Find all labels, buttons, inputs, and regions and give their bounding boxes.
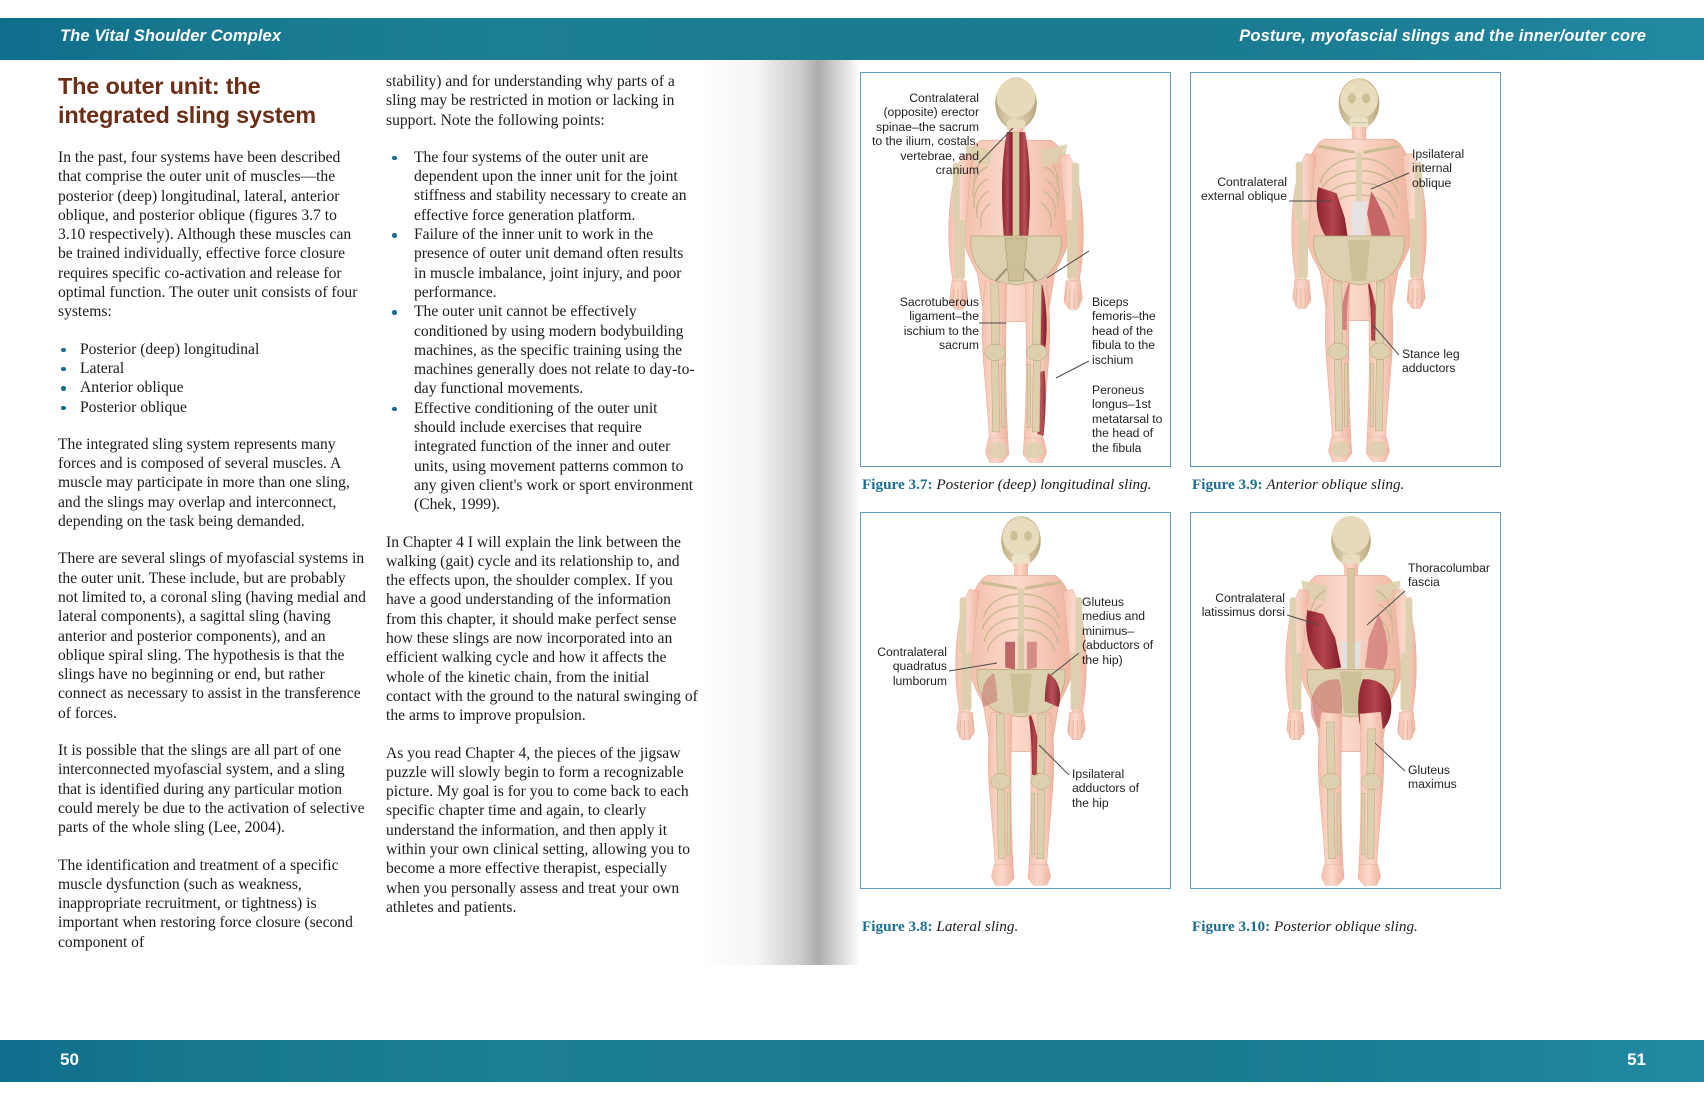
label-contralateral-external-oblique: Contralateral external oblique xyxy=(1200,175,1287,204)
left-page-column-2 xyxy=(386,72,698,917)
list-item: Effective conditioning of the outer unit should include exercises that require integrated function of the inner and outer units, using movement patterns common to any given client's work or sport environment (Chek, 1999). xyxy=(386,399,698,515)
label-thoracolumbar-fascia: Thoracolumbar fascia xyxy=(1408,561,1490,590)
label-sacrotuberous-ligament: Sacrotuberous ligament–the ischium to the sacrum xyxy=(899,295,979,353)
label-contralateral-latissimus-dorsi: Contralateral latissimus dorsi xyxy=(1201,591,1285,620)
label-gluteus-maximus: Gluteus maximus xyxy=(1408,763,1457,792)
list-item: Failure of the inner unit to work in the presence of outer unit demand often results in muscle imbalance, joint injury, and poor performance. xyxy=(386,225,698,302)
figure-number: Figure 3.9: xyxy=(1192,476,1263,493)
figure-3-10 xyxy=(1190,512,1501,889)
leader-lines xyxy=(1191,73,1501,467)
list-item: The four systems of the outer unit are dependent upon the inner unit for the joint stiffness and stability necessary to create an effective force generation platform. xyxy=(386,148,698,225)
figure-number: Figure 3.8: xyxy=(862,918,933,935)
figure-number: Figure 3.10: xyxy=(1192,918,1271,935)
paragraph: The identification and treatment of a specific muscle dysfunction (such as weakness, inappropriate recruitment, or tightness) is important when restoring force closure (second component of xyxy=(58,856,353,951)
figure-number: Figure 3.7: xyxy=(862,476,933,493)
figure-caption-text: Posterior oblique sling. xyxy=(1273,918,1418,935)
page-footer-bar xyxy=(0,1040,1704,1082)
label-gluteus-medius-minimus: Gluteus medius and minimus–(abductors of the hip) xyxy=(1082,595,1154,667)
chapter-title: Posture, myofascial slings and the inner/outer core xyxy=(1239,27,1646,45)
leader-lines xyxy=(861,513,1171,889)
label-ipsilateral-internal-oblique: Ipsilateral internal oblique xyxy=(1412,147,1465,190)
label-peroneus-longus: Peroneus longus–1st metatarsal to the head of the fibula xyxy=(1092,383,1163,455)
outer-unit-points-list xyxy=(386,148,698,515)
list-item: Lateral xyxy=(58,359,366,378)
list-item: Posterior oblique xyxy=(58,398,366,417)
figure-3-8 xyxy=(860,512,1171,889)
figure-caption-text: Anterior oblique sling. xyxy=(1266,476,1405,493)
figure-3-7-caption xyxy=(862,476,1152,494)
paragraph: stability) and for understanding why parts of a sling may be restricted in motion or lacking in support. Note the following points: xyxy=(386,73,675,129)
page-number-left: 50 xyxy=(60,1050,79,1069)
paragraph: In the past, four systems have been described that comprise the outer unit of muscles—the posterior (deep) longitudinal, lateral, anterior oblique, and posterior oblique (figures 3.7 to 3.10 respectively). Although these muscles can be trained individually, effective force closure requires specific co-activation and release for optimal function. The outer unit consists of four systems: xyxy=(58,149,358,321)
running-head-bar xyxy=(0,18,1704,60)
label-stance-leg-adductors: Stance leg adductors xyxy=(1402,347,1460,376)
figure-caption-text: Lateral sling. xyxy=(936,918,1019,935)
list-item: Posterior (deep) longitudinal xyxy=(58,340,366,359)
list-item: Anterior oblique xyxy=(58,378,366,397)
figure-grid xyxy=(860,72,1506,952)
figure-3-9 xyxy=(1190,72,1501,467)
figure-3-8-caption xyxy=(862,918,1018,936)
book-title: The Vital Shoulder Complex xyxy=(60,27,282,45)
label-biceps-femoris: Biceps femoris–the head of the fibula to the ischium xyxy=(1092,295,1156,367)
left-page-column-1 xyxy=(58,72,366,952)
label-contralateral-quadratus-lumborum: Contralateral quadratus lumborum xyxy=(877,645,947,688)
figure-3-10-caption xyxy=(1192,918,1418,936)
page-number-right: 51 xyxy=(1627,1050,1646,1069)
figure-caption-text: Posterior (deep) longitudinal sling. xyxy=(936,476,1152,493)
label-contralateral-erector-spinae: Contralateral (opposite) erector spinae–the sacrum to the ilium, costals, vertebrae, and cranium xyxy=(871,91,979,178)
figure-3-7 xyxy=(860,72,1171,467)
paragraph: As you read Chapter 4, the pieces of the jigsaw puzzle will slowly begin to form a recognizable picture. My goal is for you to come back to each specific chapter time and again, to clearly understand the information, and then apply it within your own clinical setting, allowing you to become a more effective therapist, especially when you personally assess and treat your own athletes and patients. xyxy=(386,744,691,916)
paragraph: The integrated sling system represents many forces and is composed of several muscles. A muscle may participate in more than one sling, and the slings may overlap and interconnect, depending on the task being demanded. xyxy=(58,435,350,531)
paragraph: It is possible that the slings are all part of one interconnected myofascial system, and a sling that is identified during any particular motion could merely be due to the activation of selective parts of the whole sling (Lee, 2004). xyxy=(58,742,365,837)
list-item: The outer unit cannot be effectively conditioned by using modern bodybuilding machines, as the specific training using the machines generally does not relate to day-to-day functional movements. xyxy=(386,302,698,398)
paragraph: There are several slings of myofascial systems in the outer unit. These include, but are probably not limited to, a coronal sling (having medial and lateral components), a sagittal sling (having anterior and posterior components), and an oblique spiral sling. The hypothesis is that the slings have no beginning or end, but rather connect as necessary to assist in the transference of forces. xyxy=(58,550,366,722)
figure-3-9-caption xyxy=(1192,476,1404,494)
label-ipsilateral-adductors: Ipsilateral adductors of the hip xyxy=(1072,767,1140,810)
outer-unit-systems-list xyxy=(58,340,366,417)
page-title: The outer unit: the integrated sling system xyxy=(58,73,316,128)
paragraph: In Chapter 4 I will explain the link between the walking (gait) cycle and its relationship to, and the effects upon, the shoulder complex. If you have a good understanding of the information from this chapter, it should make perfect sense how these slings are now incorporated into an efficient walking cycle and how it affects the whole of the kinetic chain, from the initial contact with the ground to the natural swinging of the arms to improve propulsion. xyxy=(386,533,698,725)
